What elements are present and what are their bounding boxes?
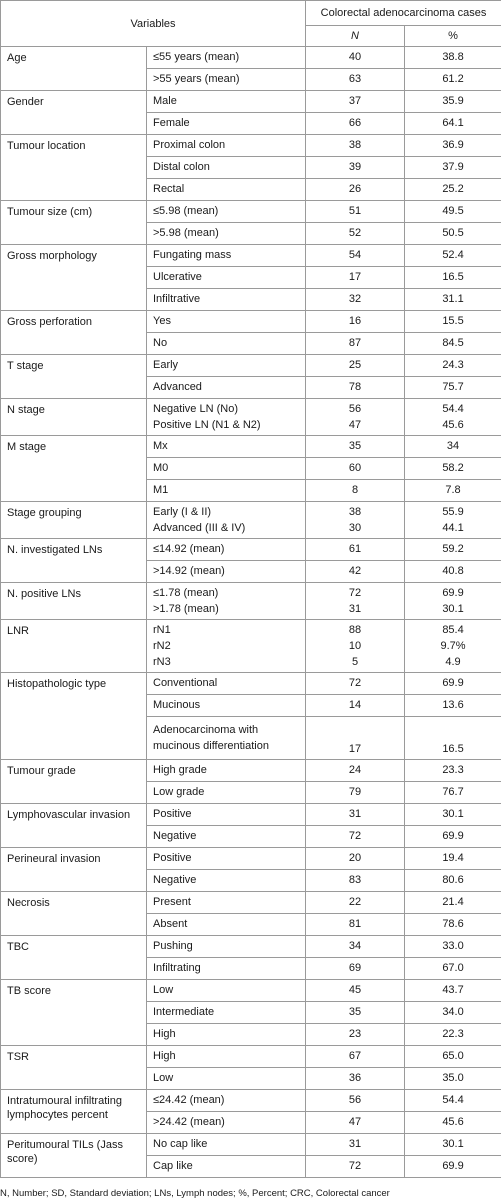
pct-value: 44.1 — [442, 522, 464, 534]
pct-value: 54.4 — [405, 1090, 501, 1112]
pct-value: 30.1 — [442, 603, 464, 615]
n-value: 30 — [348, 522, 362, 534]
n-value: 56 — [306, 1090, 405, 1112]
sub-label: Early (I & II) — [153, 506, 212, 518]
table-row — [1, 47, 501, 69]
sub-label: Positive LN (N1 & N2) — [153, 419, 261, 431]
sub-label: ≤1.78 (mean) — [153, 587, 219, 599]
pct-value: 75.7 — [405, 377, 501, 399]
table-row — [1, 848, 501, 870]
n-value: 14 — [306, 695, 405, 717]
sub-label: Rectal — [147, 179, 306, 201]
footnote: N, Number; SD, Standard deviation; LNs, Lymph nodes; %, Percent; CRC, Colorectal cancer — [0, 1188, 390, 1199]
pct-value: 13.6 — [405, 695, 501, 717]
n-value: 34 — [306, 936, 405, 958]
sub-label: rN3 — [153, 656, 171, 668]
n-value: 81 — [306, 914, 405, 936]
n-value: 45 — [306, 980, 405, 1002]
sub-label: Low — [147, 980, 306, 1002]
pct-value: 43.7 — [405, 980, 501, 1002]
table-row — [1, 135, 501, 157]
variable-label: Intratumoural infiltrating lymphocytes percent — [1, 1090, 147, 1134]
n-value: 25 — [306, 355, 405, 377]
header-variables: Variables — [1, 1, 306, 47]
pct-value: 24.3 — [405, 355, 501, 377]
pct-value: 52.4 — [405, 245, 501, 267]
pct-value: 38.8 — [405, 47, 501, 69]
pct-values — [405, 502, 501, 539]
pct-value: 69.9 — [442, 587, 464, 599]
pct-value: 9.7% — [440, 640, 466, 652]
sub-label: No — [147, 333, 306, 355]
sub-label: Ulcerative — [147, 267, 306, 289]
sub-label: Fungating mass — [147, 245, 306, 267]
sub-label: >55 years (mean) — [147, 69, 306, 91]
sub-label: Yes — [147, 311, 306, 333]
pct-value: 59.2 — [405, 539, 501, 561]
n-value: 42 — [306, 561, 405, 583]
sub-label: Infiltrating — [147, 958, 306, 980]
variable-label: Gross perforation — [1, 311, 147, 355]
sub-label: Adenocarcinoma with mucinous differentiation — [147, 717, 306, 760]
table-row — [1, 673, 501, 695]
sub-label: Distal colon — [147, 157, 306, 179]
pct-value: 61.2 — [405, 69, 501, 91]
sub-label: High grade — [147, 760, 306, 782]
pct-value: 58.2 — [405, 458, 501, 480]
n-value: 83 — [306, 870, 405, 892]
n-value: 22 — [306, 892, 405, 914]
pct-value: 67.0 — [405, 958, 501, 980]
n-value: 67 — [306, 1046, 405, 1068]
n-value: 63 — [306, 69, 405, 91]
table-row — [1, 245, 501, 267]
pct-value: 78.6 — [405, 914, 501, 936]
variable-label: Perineural invasion — [1, 848, 147, 892]
pct-value: 34 — [405, 436, 501, 458]
table-row — [1, 804, 501, 826]
pct-value: 54.4 — [442, 403, 464, 415]
variable-label: M stage — [1, 436, 147, 502]
sub-label: M1 — [147, 480, 306, 502]
pct-value: 34.0 — [405, 1002, 501, 1024]
table-row — [1, 1134, 501, 1156]
n-value: 52 — [306, 223, 405, 245]
pct-value: 69.9 — [405, 673, 501, 695]
pct-value: 45.6 — [405, 1112, 501, 1134]
n-value: 31 — [306, 1134, 405, 1156]
variable-label: N. positive LNs — [1, 583, 147, 620]
n-value: 47 — [348, 419, 362, 431]
n-value: 72 — [306, 1156, 405, 1178]
n-value: 72 — [306, 673, 405, 695]
n-value: 10 — [348, 640, 362, 652]
pct-value: 69.9 — [405, 826, 501, 848]
pct-value: 36.9 — [405, 135, 501, 157]
n-value: 78 — [306, 377, 405, 399]
n-value: 8 — [306, 480, 405, 502]
pct-value: 31.1 — [405, 289, 501, 311]
sub-label: Advanced (III & IV) — [153, 522, 246, 534]
pct-value: 16.5 — [405, 717, 501, 760]
sub-label: Negative — [147, 870, 306, 892]
pct-value: 37.9 — [405, 157, 501, 179]
sub-label: ≤24.42 (mean) — [147, 1090, 306, 1112]
table-row — [1, 201, 501, 223]
variable-label: T stage — [1, 355, 147, 399]
n-value: 32 — [306, 289, 405, 311]
pct-values — [405, 583, 501, 620]
n-value: 69 — [306, 958, 405, 980]
n-value: 39 — [306, 157, 405, 179]
sub-label: High — [147, 1024, 306, 1046]
pct-value: 33.0 — [405, 936, 501, 958]
variable-label: Tumour grade — [1, 760, 147, 804]
pct-value: 25.2 — [405, 179, 501, 201]
sub-label: Mucinous — [147, 695, 306, 717]
pct-value: 69.9 — [405, 1156, 501, 1178]
variable-label: TB score — [1, 980, 147, 1046]
sub-label: Negative LN (No) — [153, 403, 238, 415]
n-value: 17 — [306, 267, 405, 289]
sub-label: rN2 — [153, 640, 171, 652]
pct-value: 30.1 — [405, 1134, 501, 1156]
n-value: 35 — [306, 436, 405, 458]
sub-label: Female — [147, 113, 306, 135]
sub-label: Low grade — [147, 782, 306, 804]
n-value: 31 — [306, 804, 405, 826]
pct-value: 35.0 — [405, 1068, 501, 1090]
sub-labels — [147, 583, 306, 620]
variable-label: Gross morphology — [1, 245, 147, 311]
sub-label: Proximal colon — [147, 135, 306, 157]
n-value: 35 — [306, 1002, 405, 1024]
sub-label: >1.78 (mean) — [153, 603, 219, 615]
sub-label: Low — [147, 1068, 306, 1090]
n-value: 56 — [348, 403, 362, 415]
table-row — [1, 355, 501, 377]
n-value: 60 — [306, 458, 405, 480]
table-row — [1, 539, 501, 561]
pct-value: 22.3 — [405, 1024, 501, 1046]
n-value: 54 — [306, 245, 405, 267]
pct-value: 15.5 — [405, 311, 501, 333]
n-value: 5 — [351, 656, 359, 668]
pct-value: 35.9 — [405, 91, 501, 113]
pct-values — [405, 399, 501, 436]
n-value: 88 — [348, 624, 362, 636]
variable-label: Necrosis — [1, 892, 147, 936]
header-n: N — [306, 26, 405, 47]
table-row — [1, 980, 501, 1002]
sub-label: M0 — [147, 458, 306, 480]
variable-label: N. investigated LNs — [1, 539, 147, 583]
table-row — [1, 436, 501, 458]
n-values — [306, 502, 405, 539]
table-row — [1, 1090, 501, 1112]
pct-value: 16.5 — [405, 267, 501, 289]
variable-label: Age — [1, 47, 147, 91]
sub-label: Cap like — [147, 1156, 306, 1178]
sub-label: Absent — [147, 914, 306, 936]
n-value: 37 — [306, 91, 405, 113]
sub-label: Mx — [147, 436, 306, 458]
sub-label: Infiltrative — [147, 289, 306, 311]
pct-value: 45.6 — [442, 419, 464, 431]
pct-values — [405, 620, 501, 673]
n-value: 24 — [306, 760, 405, 782]
pct-value: 64.1 — [405, 113, 501, 135]
n-value: 16 — [306, 311, 405, 333]
n-value: 79 — [306, 782, 405, 804]
sub-label: Advanced — [147, 377, 306, 399]
pct-value: 7.8 — [405, 480, 501, 502]
n-value: 72 — [348, 587, 362, 599]
n-value: 38 — [306, 135, 405, 157]
n-value: 17 — [306, 717, 405, 760]
n-value: 47 — [306, 1112, 405, 1134]
pct-value: 4.9 — [445, 656, 461, 668]
pct-value: 76.7 — [405, 782, 501, 804]
sub-labels — [147, 620, 306, 673]
sub-labels — [147, 502, 306, 539]
pct-value: 23.3 — [405, 760, 501, 782]
pct-value: 80.6 — [405, 870, 501, 892]
pct-value: 49.5 — [405, 201, 501, 223]
variable-label: LNR — [1, 620, 147, 673]
n-value: 23 — [306, 1024, 405, 1046]
sub-label: ≤55 years (mean) — [147, 47, 306, 69]
n-value: 87 — [306, 333, 405, 355]
sub-label: High — [147, 1046, 306, 1068]
n-value: 20 — [306, 848, 405, 870]
header-group: Colorectal adenocarcinoma cases — [306, 1, 501, 26]
pct-value: 84.5 — [405, 333, 501, 355]
sub-label: >14.92 (mean) — [147, 561, 306, 583]
variable-label: Tumour size (cm) — [1, 201, 147, 245]
sub-label: Pushing — [147, 936, 306, 958]
pct-value: 50.5 — [405, 223, 501, 245]
sub-label: Early — [147, 355, 306, 377]
variable-label: N stage — [1, 399, 147, 436]
n-value: 26 — [306, 179, 405, 201]
variable-label: Gender — [1, 91, 147, 135]
sub-label: >5.98 (mean) — [147, 223, 306, 245]
sub-label: Male — [147, 91, 306, 113]
header-pct: % — [405, 26, 501, 47]
table-row — [1, 91, 501, 113]
variable-label: TSR — [1, 1046, 147, 1090]
table-row — [1, 892, 501, 914]
sub-label: rN1 — [153, 624, 171, 636]
n-value: 40 — [306, 47, 405, 69]
n-values — [306, 399, 405, 436]
n-value: 31 — [348, 603, 362, 615]
sub-label: Positive — [147, 848, 306, 870]
variable-label: TBC — [1, 936, 147, 980]
variable-label: Lymphovascular invasion — [1, 804, 147, 848]
n-value: 61 — [306, 539, 405, 561]
sub-label: Positive — [147, 804, 306, 826]
n-value: 38 — [348, 506, 362, 518]
variable-label: Stage grouping — [1, 502, 147, 539]
pct-value: 55.9 — [442, 506, 464, 518]
variable-label: Tumour location — [1, 135, 147, 201]
pct-value: 30.1 — [405, 804, 501, 826]
sub-label: ≤5.98 (mean) — [147, 201, 306, 223]
sub-label: Present — [147, 892, 306, 914]
sub-label: Conventional — [147, 673, 306, 695]
variable-label: Histopathologic type — [1, 673, 147, 760]
sub-labels — [147, 399, 306, 436]
n-value: 66 — [306, 113, 405, 135]
sub-label: >24.42 (mean) — [147, 1112, 306, 1134]
pct-value: 21.4 — [405, 892, 501, 914]
pct-value: 85.4 — [442, 624, 464, 636]
table-row — [1, 760, 501, 782]
table-row — [1, 1046, 501, 1068]
sub-label: No cap like — [147, 1134, 306, 1156]
table-row — [1, 936, 501, 958]
n-value: 51 — [306, 201, 405, 223]
variable-label: Peritumoural TILs (Jass score) — [1, 1134, 147, 1178]
n-value: 36 — [306, 1068, 405, 1090]
table-row — [1, 311, 501, 333]
n-values — [306, 620, 405, 673]
pct-value: 40.8 — [405, 561, 501, 583]
sub-label: Negative — [147, 826, 306, 848]
pct-value: 19.4 — [405, 848, 501, 870]
n-value: 72 — [306, 826, 405, 848]
sub-label: Intermediate — [147, 1002, 306, 1024]
pct-value: 65.0 — [405, 1046, 501, 1068]
sub-label: ≤14.92 (mean) — [147, 539, 306, 561]
n-values — [306, 583, 405, 620]
